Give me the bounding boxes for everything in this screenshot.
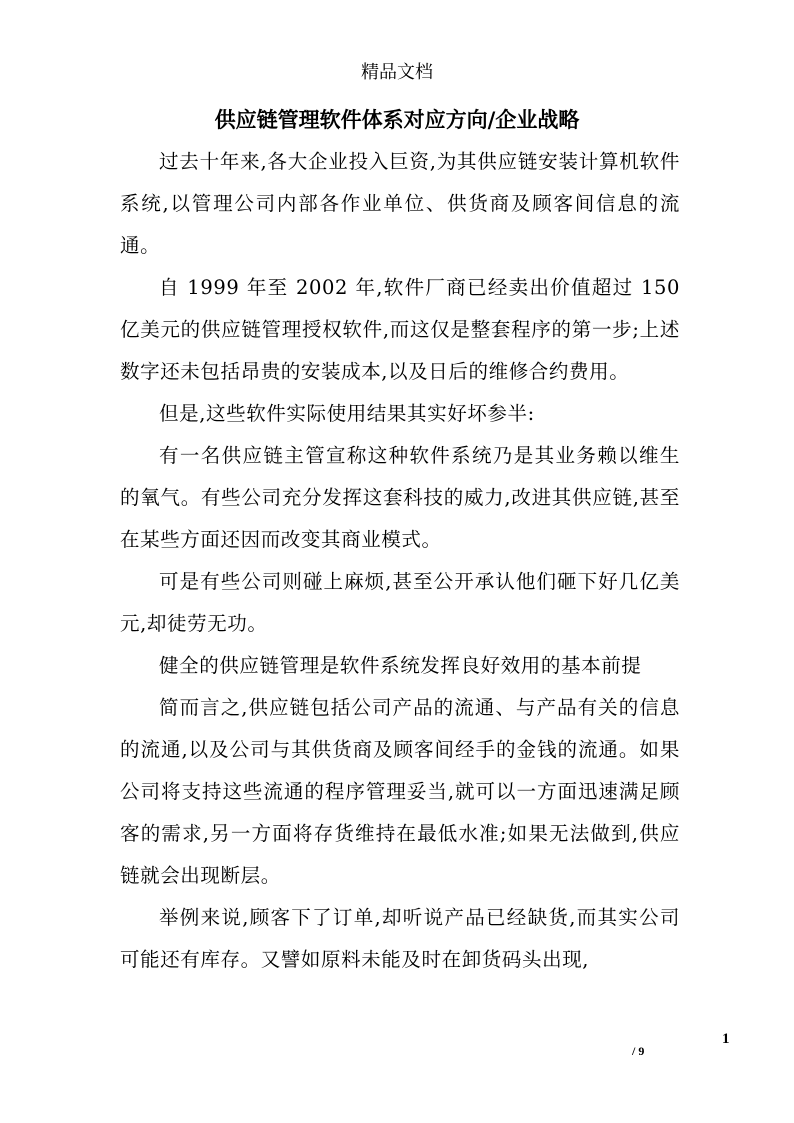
paragraph-4: 有一名供应链主管宣称这种软件系统乃是其业务赖以维生的氧气。有些公司充分发挥这套科技的威力,改进其供应链,甚至在某些方面还因而改变其商业模式。	[120, 444, 680, 551]
paragraph-6: 简而言之,供应链包括公司产品的流通、与产品有关的信息的流通,以及公司与其供货商及顾客间经手的金钱的流通。如果公司将支持这些流通的程序管理妥当,就可以一方面迅速满足顾客的需求,另一方面将存货维持在最低水准;如果无法做到,供应链就会出现断层。	[120, 696, 680, 887]
document-body	[120, 141, 680, 981]
section-heading: 健全的供应链管理是软件系统发挥良好效用的基本前提	[159, 654, 642, 677]
page-total: / 9	[632, 1044, 645, 1058]
page-number: 1	[722, 1031, 730, 1047]
paragraph-1: 过去十年来,各大企业投入巨资,为其供应链安装计算机软件系统,以管理公司内部各作业单位、供货商及顾客间信息的流通。	[120, 150, 680, 257]
document-title: 供应链管理软件体系对应方向/企业战略	[214, 107, 580, 132]
paragraph-2: 自 1999 年至 2002 年,软件厂商已经卖出价值超过 150 亿美元的供应链管理授权软件,而这仅是整套程序的第一步;上述数字还未包括昂贵的安装成本,以及日后的维修合约费用。	[120, 276, 680, 383]
page-header: 精品文档	[361, 62, 433, 83]
paragraph-7: 举例来说,顾客下了订单,却听说产品已经缺货,而其实公司可能还有库存。又譬如原料未能及时在卸货码头出现,	[120, 906, 680, 971]
paragraph-5: 可是有些公司则碰上麻烦,甚至公开承认他们砸下好几亿美元,却徒劳无功。	[120, 570, 680, 635]
paragraph-3: 但是,这些软件实际使用结果其实好坏参半:	[159, 402, 535, 425]
